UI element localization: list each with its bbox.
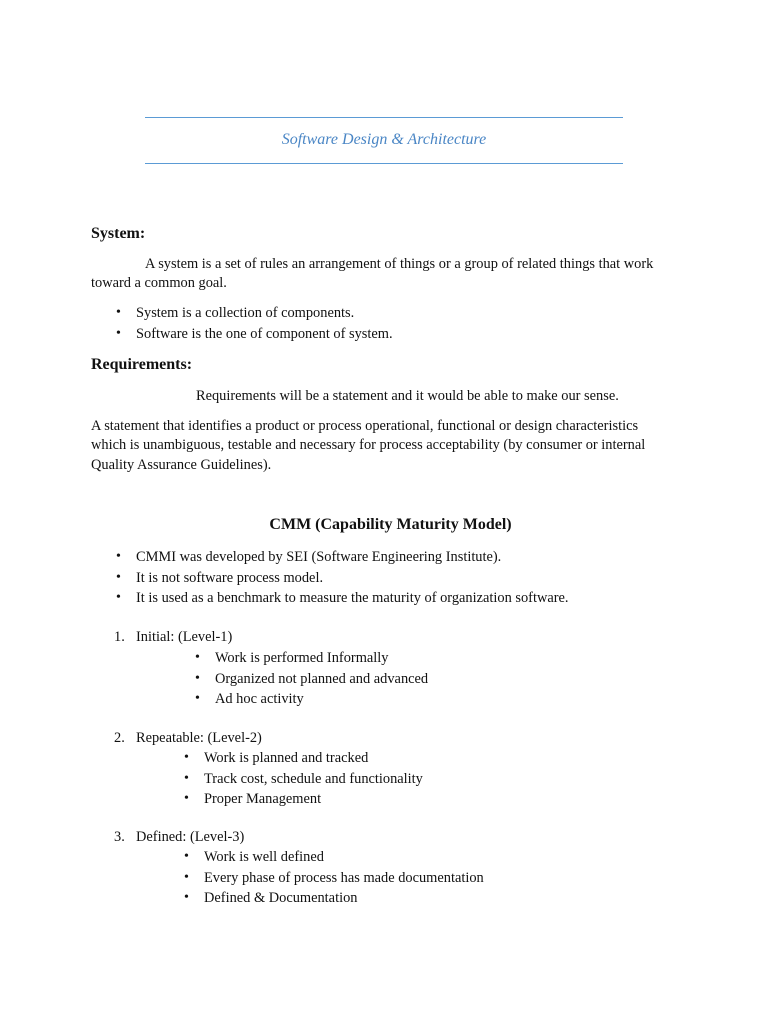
list-item-text: It is not software process model. (136, 569, 324, 586)
list-item-text: Every phase of process has made documentation (204, 869, 484, 886)
list-item-text: Defined & Documentation (204, 890, 358, 906)
list-item-text: Work is performed Informally (215, 650, 389, 666)
list-item-text: It is used as a benchmark to measure the maturity of organization software. (136, 590, 569, 606)
level-3-label (114, 827, 245, 848)
system-heading: System: (91, 225, 146, 242)
level-number: 3. (114, 829, 125, 845)
bullet-icon: • (116, 305, 121, 320)
document-title: Software Design & Architecture (281, 131, 487, 148)
level-1-items (195, 648, 429, 710)
requirements-intro: Requirements will be a statement and it would be able to make our sense. (196, 388, 619, 404)
bullet-icon: • (116, 549, 121, 564)
level-number: 1. (114, 629, 125, 645)
list-item-text: Ad hoc activity (215, 691, 304, 707)
level-2-label (114, 728, 262, 749)
bullet-icon: • (184, 770, 189, 786)
list-item (184, 888, 484, 909)
bullet-icon: • (195, 691, 200, 706)
list-item (184, 847, 484, 868)
cmm-bullet-list (116, 547, 569, 609)
system-bullet-list (116, 303, 393, 344)
requirements-paragraph-line-1: A statement that identifies a product or process operational, functional or design characteristics (91, 418, 639, 434)
list-item (184, 769, 423, 790)
requirements-paragraph-line-2: which is unambiguous, testable and necessary for process acceptability (by consumer or internal (91, 437, 646, 453)
list-item-text: Work is well defined (204, 849, 324, 865)
list-item (116, 568, 569, 589)
list-item (116, 588, 569, 609)
header-top-rule (145, 117, 623, 118)
list-item (116, 547, 569, 568)
list-item (116, 303, 393, 324)
list-item (195, 648, 428, 669)
bullet-icon: • (184, 869, 189, 885)
bullet-icon: • (116, 590, 121, 605)
list-item-text: Track cost, schedule and functionality (204, 770, 423, 787)
bullet-icon: • (195, 650, 200, 665)
list-item-text: CMMI was developed by SEI (Software Engineering Institute). (136, 549, 502, 565)
level-label-text: Repeatable: (Level-2) (136, 730, 262, 746)
header-bottom-rule (145, 163, 623, 164)
list-item-text: System is a collection of components. (136, 305, 355, 321)
level-3-items (184, 847, 484, 909)
level-1-label (114, 627, 233, 648)
cmm-heading: CMM (Capability Maturity Model) (269, 516, 512, 533)
list-item (195, 689, 428, 710)
level-3 (114, 827, 245, 848)
bullet-icon: • (195, 670, 200, 686)
level-label-text: Initial: (Level-1) (136, 629, 233, 645)
list-item-text: Work is planned and tracked (204, 750, 369, 766)
level-number: 2. (114, 730, 125, 746)
requirements-heading: Requirements: (91, 356, 193, 373)
system-paragraph-line-1: A system is a set of rules an arrangement of things or a group of related things that work (145, 256, 654, 272)
bullet-icon: • (116, 325, 121, 341)
list-item-text: Organized not planned and advanced (215, 670, 429, 687)
level-2 (114, 728, 262, 749)
level-label-text: Defined: (Level-3) (136, 829, 245, 845)
list-item-text: Proper Management (204, 791, 322, 807)
list-item (184, 748, 423, 769)
list-item-text: Software is the one of component of system. (136, 325, 393, 342)
bullet-icon: • (116, 569, 121, 585)
requirements-paragraph-line-3: Quality Assurance Guidelines). (91, 457, 272, 473)
bullet-icon: • (184, 791, 189, 806)
list-item (195, 669, 429, 690)
level-2-items (184, 748, 423, 810)
list-item (116, 324, 393, 345)
list-item (184, 868, 484, 889)
list-item (184, 789, 423, 810)
level-1 (114, 627, 233, 648)
system-paragraph-line-2: toward a common goal. (91, 275, 227, 291)
bullet-icon: • (184, 849, 189, 864)
bullet-icon: • (184, 750, 189, 765)
bullet-icon: • (184, 890, 189, 905)
